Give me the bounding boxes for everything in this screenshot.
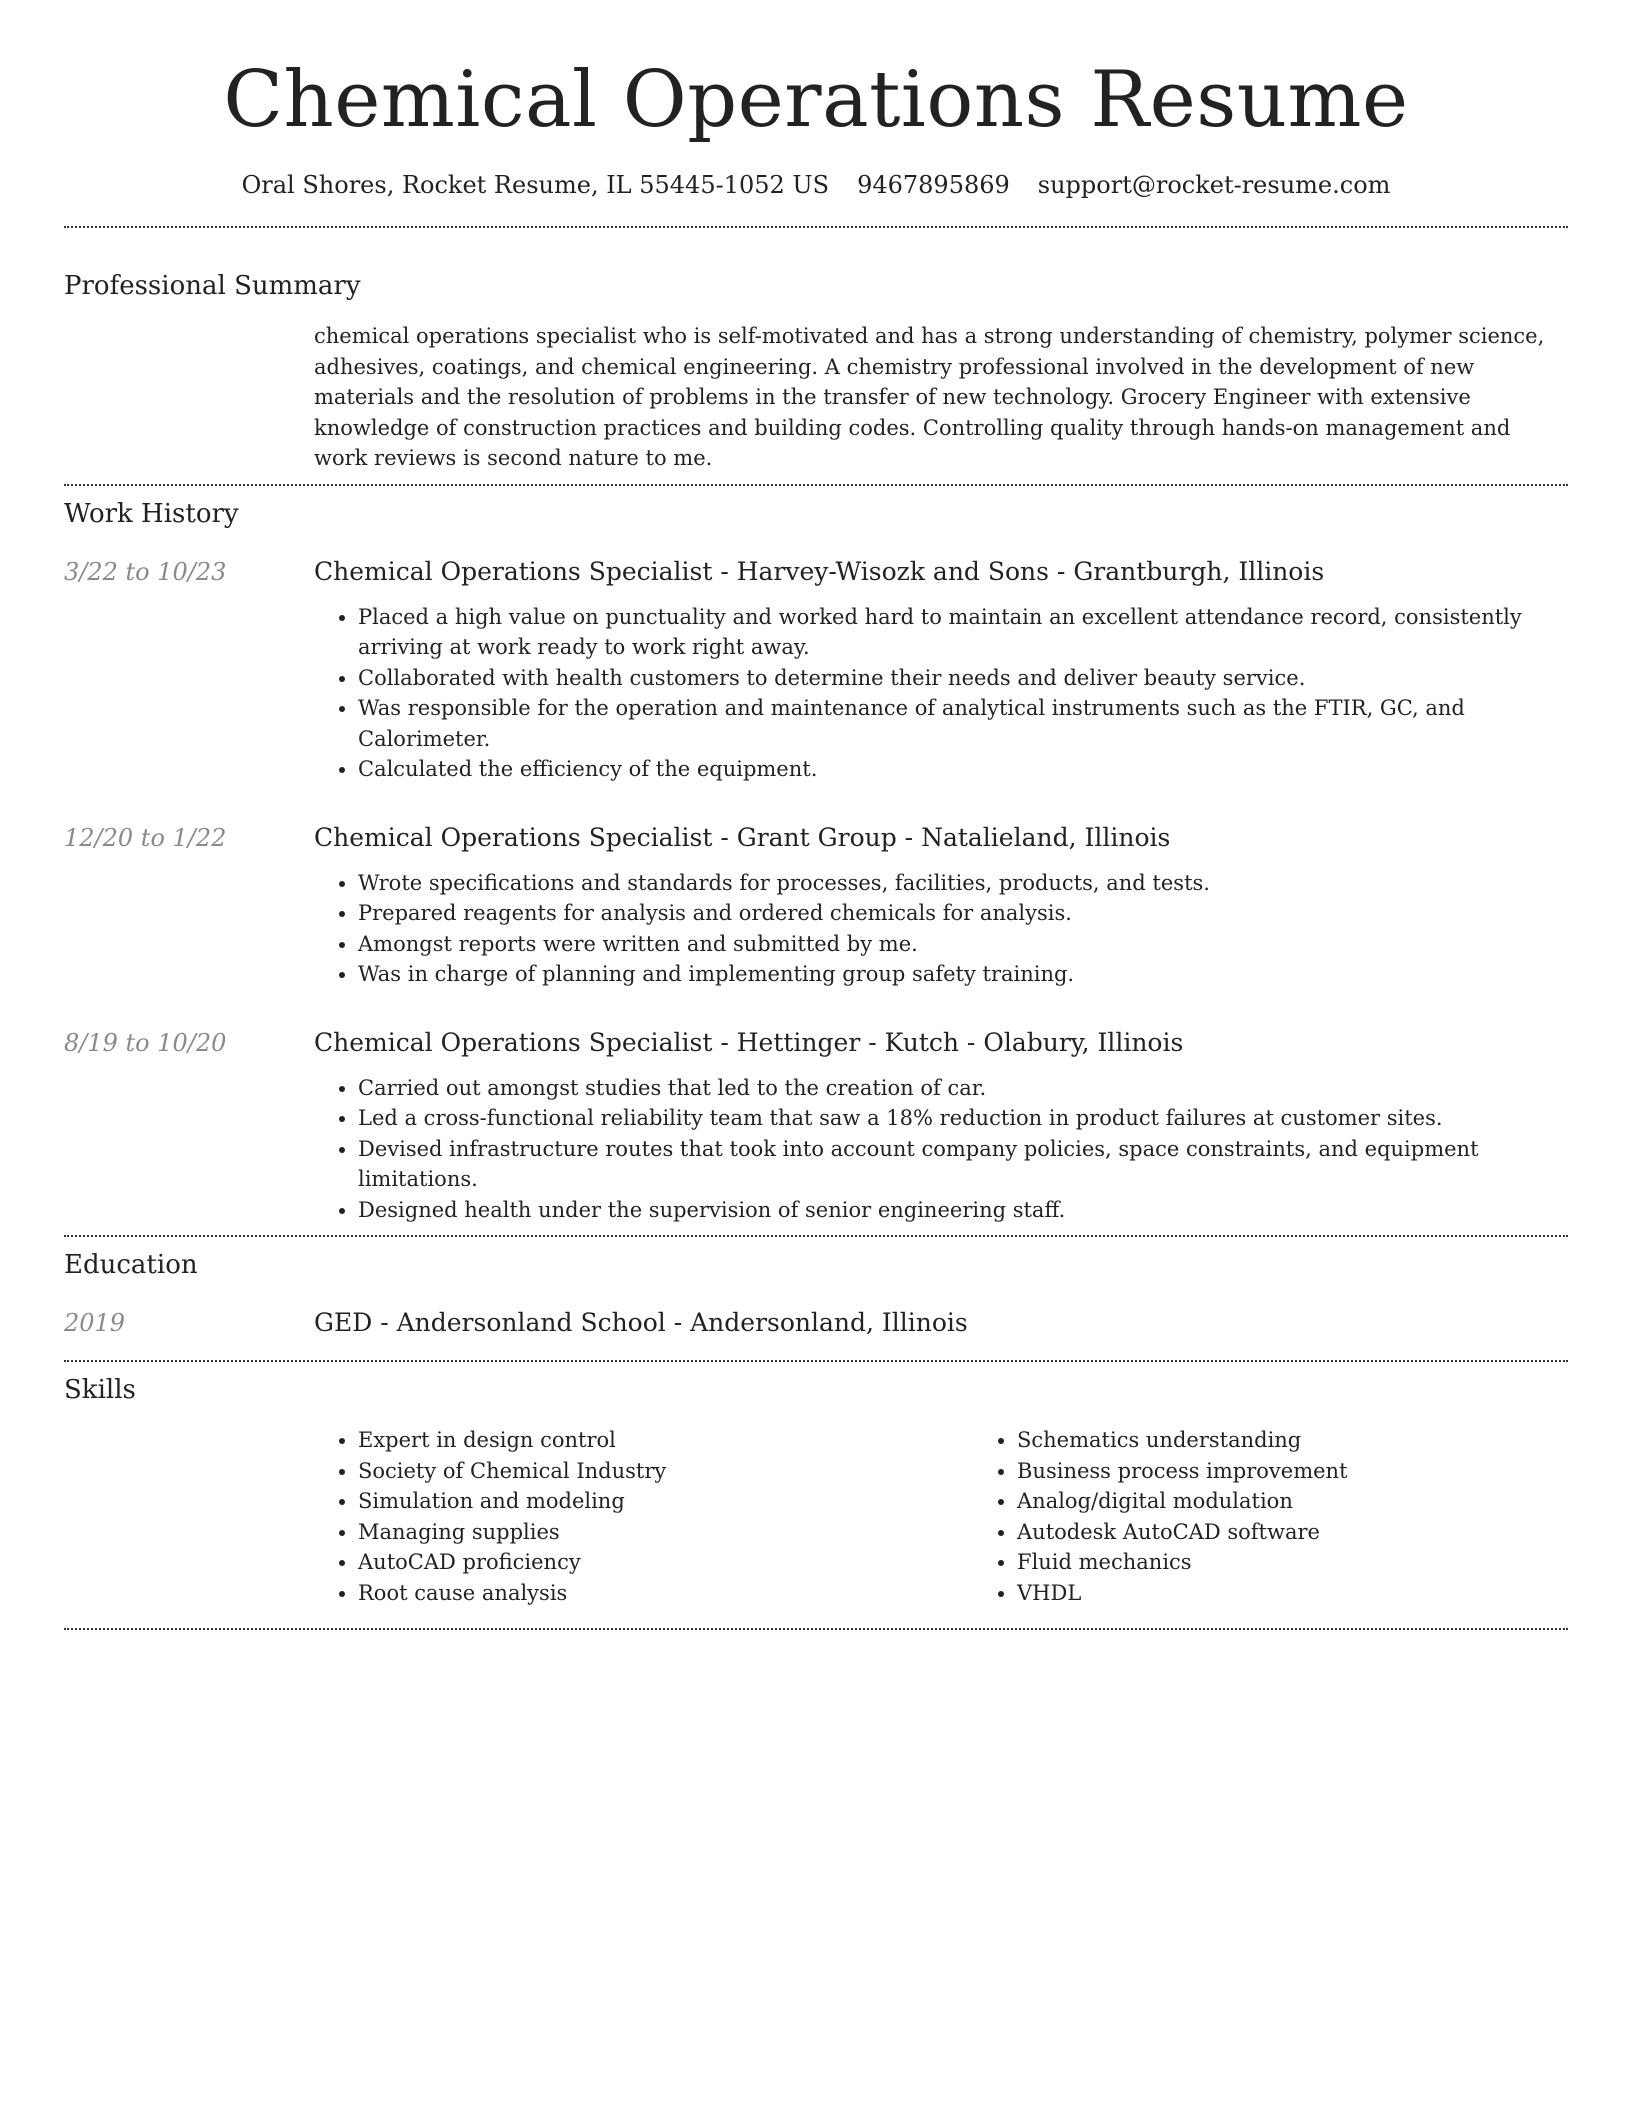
list-item: • Amongst reports were written and submitted by me. [358,929,1568,960]
work-history-section [64,496,1568,1226]
list-item: • Devised infrastructure routes that took into account company policies, space constraints, and equipment limitations. [358,1134,1568,1195]
skill-item: • Expert in design control [358,1425,973,1456]
section-divider [64,1628,1568,1630]
skill-item: • Society of Chemical Industry [358,1456,973,1487]
skill-item: • Managing supplies [358,1517,973,1548]
skill-item: • VHDL [1017,1578,1632,1609]
education-entry: GED - Andersonland School - Andersonland, Illinois [314,1308,968,1337]
list-item: • Placed a high value on punctuality and worked hard to maintain an excellent attendance record, consistently arriving at work ready to work right away. [358,602,1568,663]
skills-section [64,1372,1568,1608]
summary-heading: Professional Summary [64,271,361,301]
resume-header [64,0,1568,202]
section-divider [64,226,1568,228]
job-heading: Chemical Operations Specialist - Harvey-Wisozk and Sons - Grantburgh, Illinois [314,556,1325,586]
skill-item: • Fluid mechanics [1017,1547,1632,1578]
list-item: • Designed health under the supervision of senior engineering staff. [358,1195,1568,1226]
education-section [64,1247,1568,1340]
job-heading: Chemical Operations Specialist - Hettinger - Kutch - Olabury, Illinois [314,1027,1184,1057]
skill-item: • Schematics understanding [1017,1425,1632,1456]
skills-heading: Skills [64,1375,136,1405]
job-entry [64,555,1568,785]
resume-title: Chemical Operations Resume [223,55,1409,145]
contact-email: support@rocket-resume.com [1037,171,1391,199]
skill-item: • Simulation and modeling [358,1486,973,1517]
list-item: • Prepared reagents for analysis and ordered chemicals for analysis. [358,898,1568,929]
job-entry [64,821,1568,990]
list-item: • Wrote specifications and standards for processes, facilities, products, and tests. [358,868,1568,899]
job-bullets [314,1073,1568,1226]
contact-phone: 9467895869 [857,171,1010,199]
section-divider [64,1360,1568,1362]
skill-item: • Analog/digital modulation [1017,1486,1632,1517]
work-history-heading: Work History [64,498,239,529]
skill-item: • Root cause analysis [358,1578,973,1609]
list-item: • Calculated the efficiency of the equipment. [358,754,1568,785]
job-bullets [314,868,1568,990]
job-heading: Chemical Operations Specialist - Grant Group - Natalieland, Illinois [314,822,1171,852]
contact-address: Oral Shores, Rocket Resume, IL 55445-1052 US [241,171,830,199]
resume-page [64,0,1568,1630]
list-item: • Led a cross-functional reliability team that saw a 18% reduction in product failures at customer sites. [358,1103,1568,1134]
skill-item: • Autodesk AutoCAD software [1017,1517,1632,1548]
skills-grid [314,1425,1632,1608]
summary-section [64,268,1568,474]
list-item: • Collaborated with health customers to determine their needs and deliver beauty service. [358,663,1568,694]
list-item: • Carried out amongst studies that led to the creation of car. [358,1073,1568,1104]
contact-line [64,168,1568,202]
education-year: 2019 [64,1309,126,1337]
skills-list-right [973,1425,1632,1608]
skills-list-left [314,1425,973,1608]
skill-item: • AutoCAD proficiency [358,1547,973,1578]
job-dates: 12/20 to 1/22 [64,823,227,852]
job-dates: 8/19 to 10/20 [64,1028,227,1057]
list-item: • Was responsible for the operation and maintenance of analytical instruments such as the FTIR, GC, and Calorimeter. [358,693,1568,754]
job-dates: 3/22 to 10/23 [64,557,227,586]
list-item: • Was in charge of planning and implementing group safety training. [358,959,1568,990]
job-entry [64,1026,1568,1226]
section-divider [64,484,1568,486]
skill-item: • Business process improvement [1017,1456,1632,1487]
job-bullets [314,602,1568,785]
summary-text: chemical operations specialist who is self-motivated and has a strong understanding of chemistry, polymer science, adhesives, coatings, and chemical engineering. A chemistry professional involved in the development of new materials and the resolution of problems in the transfer of new technology. Grocery Engineer with extensive knowledge of construction practices and building codes. Controlling quality through hands-on management and work reviews is second nature to me. [314,324,1545,470]
education-heading: Education [64,1250,198,1280]
section-divider [64,1235,1568,1237]
